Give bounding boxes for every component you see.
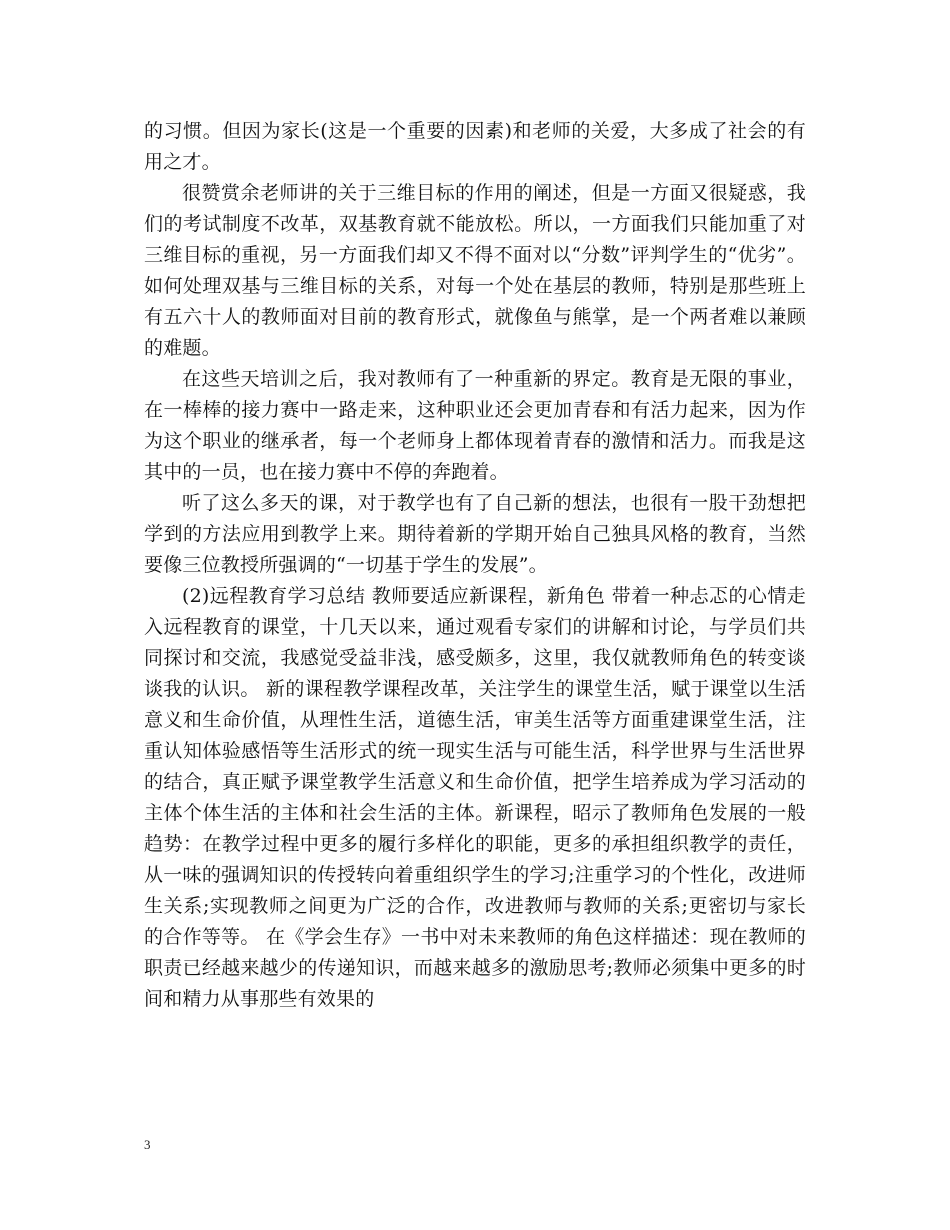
paragraph-remote-education-summary: (2)远程教育学习总结 教师要适应新课程，新角色 带着一种忐忑的心情走入远程教育的课堂，十几天以来，通过观看专家们的讲解和讨论，与学员们共同探讨和交流，我感觉受益非浅，感受颇多，这里，我仅就教师角色的转变谈谈我的认识。 新的课程教学课程改革，关注学生的课堂生活，赋于课堂以生活意义和生命价值，从理性生活，道德生活，审美生活等方面重建课堂生活，注重认知体验感悟等生活形式的统一现实生活与可能生活，科学世界与生活世界的结合，真正赋予课堂教学生活意义和生命价值，把学生培养成为学习活动的主体个体生活的主体和社会生活的主体。新课程，昭示了教师角色发展的一般趋势：在教学过程中更多的履行多样化的职能，更多的承担组织教学的责任，从一味的强调知识的传授转向着重组织学生的学习;注重学习的个性化，改进师生关系;实现教师之间更为广泛的合作，改进教师与教师的关系;更密切与家长的合作等等。 在《学会生存》一书中对未来教师的角色这样描述：现在教师的职责已经越来越少的传递知识，而越来越多的激励思考;教师必须集中更多的时间和精力从事那些有效果的 <box>144 585 806 1010</box>
paragraph-new-ideas: 听了这么多天的课，对于教学也有了自己新的想法，也很有一股干劲想把学到的方法应用到教学上来。期待着新的学期开始自己独具风格的教育，当然要像三位教授所强调的“一切基于学生的发展”。 <box>144 492 806 576</box>
paragraph-teacher-definition: 在这些天培训之后，我对教师有了一种重新的界定。教育是无限的事业，在一棒棒的接力赛中一路走来，这种职业还会更加青春和有活力起来，因为作为这个职业的继承者，每一个老师身上都体现着青春的激情和活力。而我是这其中的一员，也在接力赛中不停的奔跑着。 <box>144 368 806 483</box>
document-body <box>144 116 806 1015</box>
paragraph-continuation: 的习惯。但因为家长(这是一个重要的因素)和老师的关爱，大多成了社会的有用之才。 <box>144 120 806 173</box>
paragraph-three-dimensional-goals: 很赞赏余老师讲的关于三维目标的作用的阐述，但是一方面又很疑惑，我们的考试制度不改革，双基教育就不能放松。所以，一方面我们只能加重了对三维目标的重视，另一方面我们却又不得不面对以“分数”评判学生的“优劣”。如何处理双基与三维目标的关系，对每一个处在基层的教师，特别是那些班上有五六十人的教师面对目前的教育形式，就像鱼与熊掌，是一个两者难以兼顾的难题。 <box>144 182 806 359</box>
page-number: 3 <box>144 1137 151 1152</box>
